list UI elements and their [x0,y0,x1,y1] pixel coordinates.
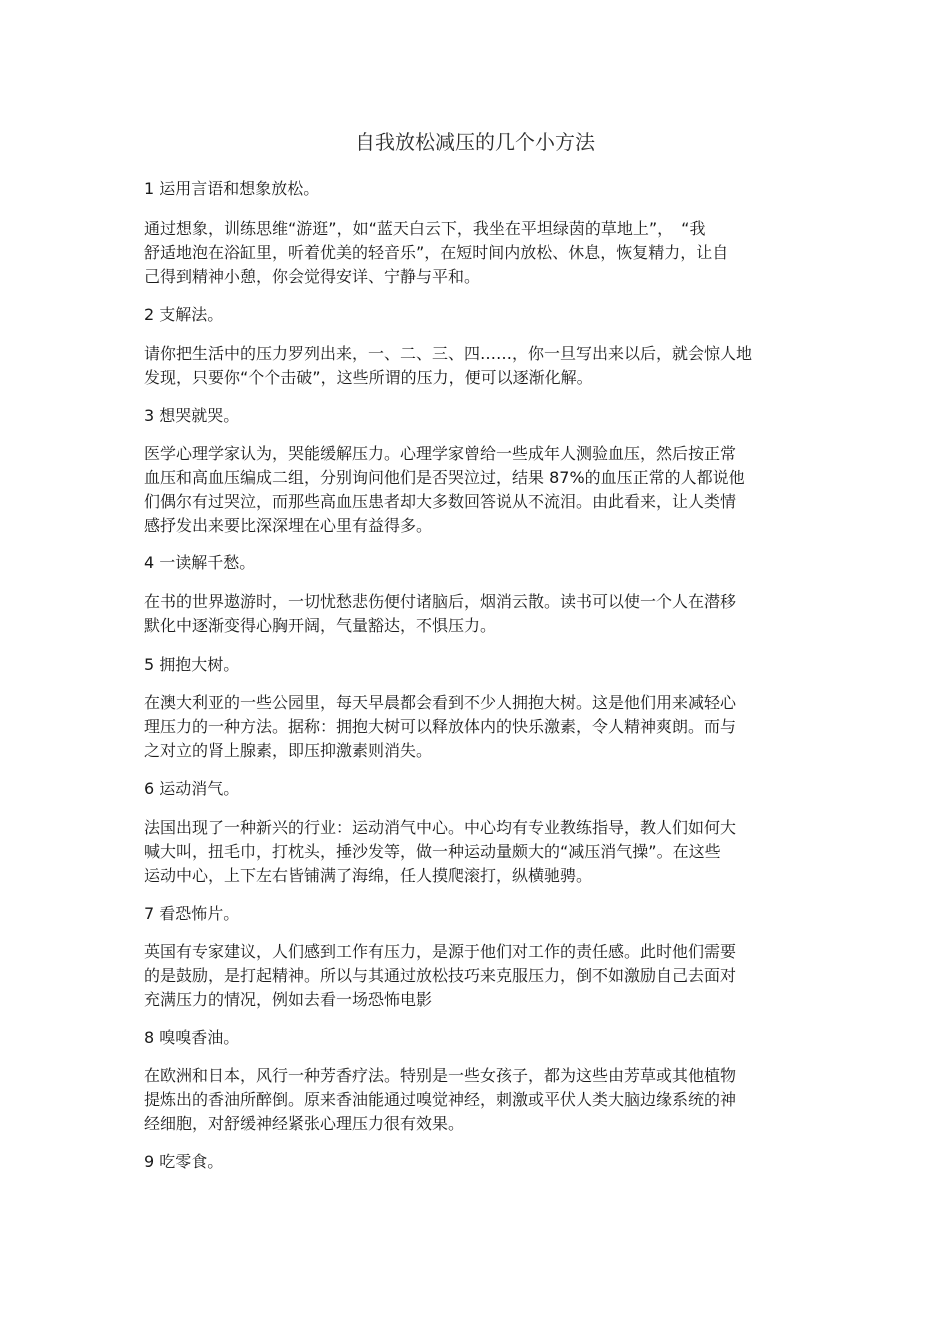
section-1-body [144,217,809,289]
section-5-body [144,691,809,763]
paragraph-line: 运动中心，上下左右皆铺满了海绵，任人摸爬滚打，纵横驰骋。 [144,866,593,885]
paragraph-line: 血压和高血压编成二组，分别询问他们是否哭泣过，结果 87%的血压正常的人都说他 [144,468,745,487]
paragraph-line: 法国出现了一种新兴的行业：运动消气中心。中心均有专业教练指导，教人们如何大 [144,818,737,837]
paragraph-line: 在澳大利亚的一些公园里，每天早晨都会看到不少人拥抱大树。这是他们用来减轻心 [144,693,737,712]
section-6-body [144,816,809,888]
section-5-heading: 5 拥抱大树。 [144,655,240,674]
paragraph-line: 发现，只要你“个个击破”，这些所谓的压力，便可以逐渐化解。 [144,368,593,387]
paragraph-line: 提炼出的香油所醉倒。原来香油能通过嗅觉神经，刺激或平伏人类大脑边缘系统的神 [144,1090,737,1109]
section-2-body [144,342,809,390]
section-4-heading: 4 一读解千愁。 [144,553,256,572]
section-3-body [144,442,809,538]
section-1-heading: 1 运用言语和想象放松。 [144,179,320,198]
section-8-body [144,1064,809,1136]
paragraph-line: 之对立的肾上腺素，即压抑激素则消失。 [144,741,433,760]
section-4-body [144,590,809,638]
paragraph-line: 默化中逐渐变得心胸开阔，气量豁达，不惧压力。 [144,616,497,635]
paragraph-line: 感抒发出来要比深深埋在心里有益得多。 [144,516,433,535]
paragraph-line: 在欧洲和日本，风行一种芳香疗法。特别是一些女孩子，都为这些由芳草或其他植物 [144,1066,737,1085]
section-9-heading: 9 吃零食。 [144,1152,224,1171]
section-7-body [144,940,809,1012]
paragraph-line: 医学心理学家认为，哭能缓解压力。心理学家曾给一些成年人测验血压，然后按正常 [144,444,737,463]
section-3-heading: 3 想哭就哭。 [144,406,240,425]
paragraph-line: 己得到精神小憩，你会觉得安详、宁静与平和。 [144,267,481,286]
paragraph-line: 请你把生活中的压力罗列出来，一、二、三、四……，你一旦写出来以后，就会惊人地 [144,344,753,363]
paragraph-line: 充满压力的情况，例如去看一场恐怖电影 [144,990,433,1009]
paragraph-line: 在书的世界遨游时，一切忧愁悲伤便付诸脑后，烟消云散。读书可以使一个人在潜移 [144,592,737,611]
paragraph-line: 们偶尔有过哭泣，而那些高血压患者却大多数回答说从不流泪。由此看来，让人类情 [144,492,737,511]
section-2-heading: 2 支解法。 [144,305,224,324]
paragraph-line: 英国有专家建议，人们感到工作有压力，是源于他们对工作的责任感。此时他们需要 [144,942,737,961]
section-6-heading: 6 运动消气。 [144,779,240,798]
paragraph-line: 喊大叫，扭毛巾，打枕头，捶沙发等，做一种运动量颇大的“减压消气操”。在这些 [144,842,721,861]
section-8-heading: 8 嗅嗅香油。 [144,1028,240,1047]
paragraph-line: 舒适地泡在浴缸里，听着优美的轻音乐”，在短时间内放松、休息，恢复精力，让自 [144,243,729,262]
paragraph-line: 理压力的一种方法。据称：拥抱大树可以释放体内的快乐激素，令人精神爽朗。而与 [144,717,737,736]
paragraph-line: 经细胞，对舒缓神经紧张心理压力很有效果。 [144,1114,465,1133]
section-7-heading: 7 看恐怖片。 [144,904,240,923]
paragraph-line: 的是鼓励，是打起精神。所以与其通过放松技巧来克服压力，倒不如激励自己去面对 [144,966,737,985]
page-title: 自我放松减压的几个小方法 [355,130,595,154]
paragraph-line: 通过想象，训练思维“游逛”，如“蓝天白云下，我坐在平坦绿茵的草地上”， “我 [144,219,706,238]
